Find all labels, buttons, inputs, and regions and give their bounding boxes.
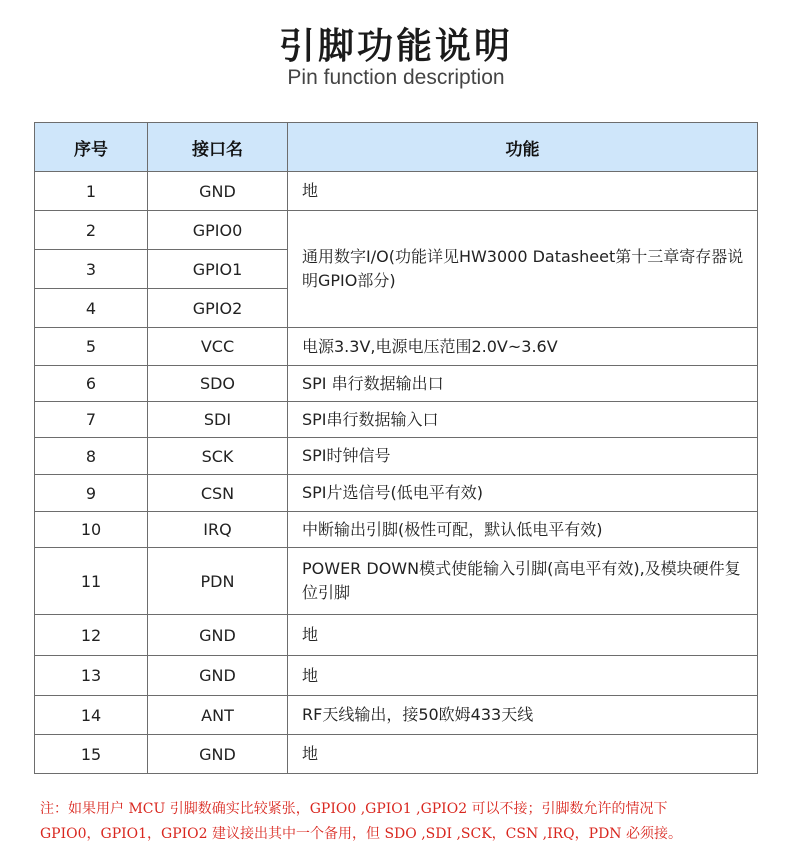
pin-name: GND <box>148 172 288 211</box>
pin-function: 中断输出引脚(极性可配，默认低电平有效) <box>288 512 758 548</box>
pin-index: 4 <box>35 289 148 328</box>
table-row <box>35 735 758 774</box>
page-subtitle: Pin function description <box>287 66 505 89</box>
pin-function: SPI串行数据输入口 <box>288 402 758 438</box>
pin-name: CSN <box>148 475 288 512</box>
pin-name: GND <box>148 735 288 774</box>
header-index: 序号 <box>35 123 148 172</box>
pin-name: SDI <box>148 402 288 438</box>
pin-index: 14 <box>35 696 148 735</box>
pin-name: VCC <box>148 328 288 366</box>
table-row <box>35 328 758 366</box>
pin-function: SPI 串行数据输出口 <box>288 366 758 402</box>
pin-function: 地 <box>288 735 758 774</box>
pin-function: 电源3.3V,电源电压范围2.0V~3.6V <box>288 328 758 366</box>
pin-index: 5 <box>35 328 148 366</box>
pin-name: GPIO2 <box>148 289 288 328</box>
table-row <box>35 656 758 696</box>
pin-name: PDN <box>148 548 288 615</box>
pin-index: 10 <box>35 512 148 548</box>
pin-function: 地 <box>288 615 758 656</box>
pin-name: GPIO0 <box>148 211 288 250</box>
pin-function: 地 <box>288 656 758 696</box>
table-row <box>35 172 758 211</box>
header-interface-name: 接口名 <box>148 123 288 172</box>
footnote <box>40 797 770 847</box>
pin-index: 2 <box>35 211 148 250</box>
table-row <box>35 696 758 735</box>
footnote-line-1: 注：如果用户 MCU 引脚数确实比较紧张，GPIO0 ,GPIO1 ,GPIO2 可以不接；引脚数允许的情况下 <box>40 801 668 817</box>
table-row <box>35 512 758 548</box>
pin-function: SPI时钟信号 <box>288 438 758 475</box>
pin-index: 1 <box>35 172 148 211</box>
table-row <box>35 402 758 438</box>
pin-name: GND <box>148 615 288 656</box>
table-row <box>35 366 758 402</box>
pin-name: GPIO1 <box>148 250 288 289</box>
pin-function: SPI片选信号(低电平有效) <box>288 475 758 512</box>
pin-name: IRQ <box>148 512 288 548</box>
table-row <box>35 211 758 250</box>
footnote-line-2: GPIO0，GPIO1，GPIO2 建议接出其中一个备用，但 SDO ,SDI ,SCK，CSN ,IRQ，PDN 必须接。 <box>40 826 683 842</box>
pin-name: GND <box>148 656 288 696</box>
pin-name: SDO <box>148 366 288 402</box>
pin-index: 9 <box>35 475 148 512</box>
table-row <box>35 615 758 656</box>
pin-index: 13 <box>35 656 148 696</box>
page-title: 引脚功能说明 <box>278 26 513 67</box>
pin-index: 12 <box>35 615 148 656</box>
pin-name: ANT <box>148 696 288 735</box>
pin-index: 8 <box>35 438 148 475</box>
table-row <box>35 438 758 475</box>
pin-index: 11 <box>35 548 148 615</box>
pin-name: SCK <box>148 438 288 475</box>
pin-function: 通用数字I/O(功能详见HW3000 Datasheet第十三章寄存器说明GPIO部分) <box>288 211 758 328</box>
pin-index: 6 <box>35 366 148 402</box>
table-row <box>35 475 758 512</box>
pin-function: RF天线输出，接50欧姆433天线 <box>288 696 758 735</box>
pin-index: 7 <box>35 402 148 438</box>
pin-function-table <box>34 122 758 774</box>
pin-index: 3 <box>35 250 148 289</box>
pin-function: 地 <box>288 172 758 211</box>
header-function: 功能 <box>288 123 758 172</box>
pin-function: POWER DOWN模式使能输入引脚(高电平有效),及模块硬件复位引脚 <box>288 548 758 615</box>
table-header-row <box>35 123 758 172</box>
pin-index: 15 <box>35 735 148 774</box>
table-row <box>35 548 758 615</box>
